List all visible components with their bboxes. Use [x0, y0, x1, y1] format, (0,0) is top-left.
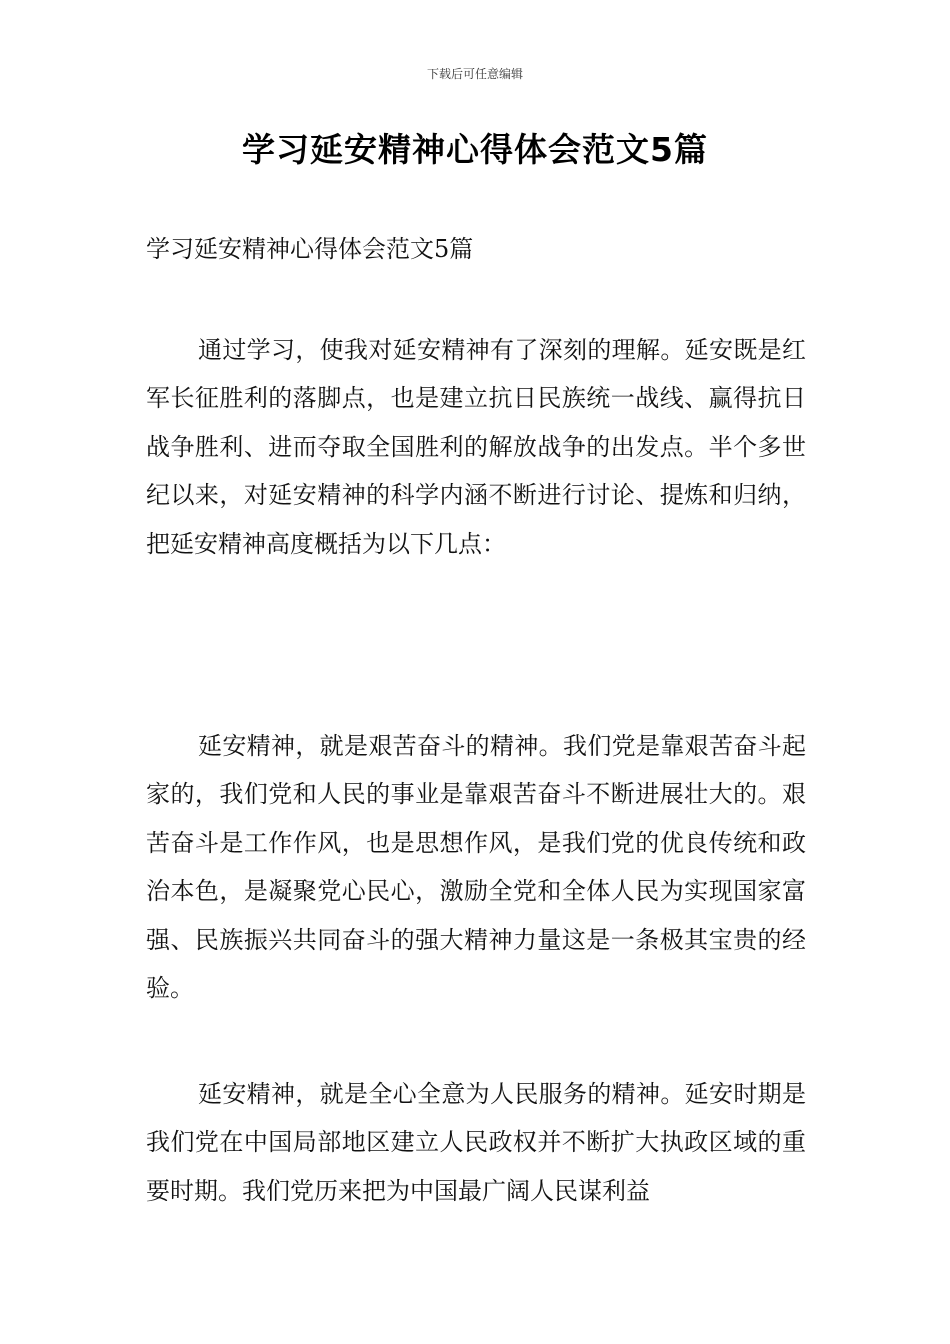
header-note: 下载后可任意编辑 — [426, 67, 523, 81]
paragraph-hard-struggle: 延安精神，就是艰苦奋斗的精神。我们党是靠艰苦奋斗起家的，我们党和人民的事业是靠艰苦奋斗不断进展壮大的。艰苦奋斗是工作作风，也是思想作风，是我们党的优良传统和政治本色，是凝聚党心民心，激励全党和全体人民为实现国家富强、民族振兴共同奋斗的强大精神力量这是一条极其宝贵的经验。 — [146, 732, 806, 1003]
document-subtitle: 学习延安精神心得体会范文5篇 — [146, 235, 474, 263]
paragraph-serve-people: 延安精神，就是全心全意为人民服务的精神。延安时期是我们党在中国局部地区建立人民政权并不断扩大执政区域的重要时期。我们党历来把为中国最广阔人民谋利益 — [146, 1080, 806, 1205]
document-title: 学习延安精神心得体会范文5篇 — [242, 130, 708, 169]
paragraph-intro: 通过学习，使我对延安精神有了深刻的理解。延安既是红军长征胜利的落脚点，也是建立抗日民族统一战线、赢得抗日战争胜利、进而夺取全国胜利的解放战争的出发点。半个多世纪以来，对延安精神的科学内涵不断进行讨论、提炼和归纳，把延安精神高度概括为以下几点： — [146, 336, 806, 558]
